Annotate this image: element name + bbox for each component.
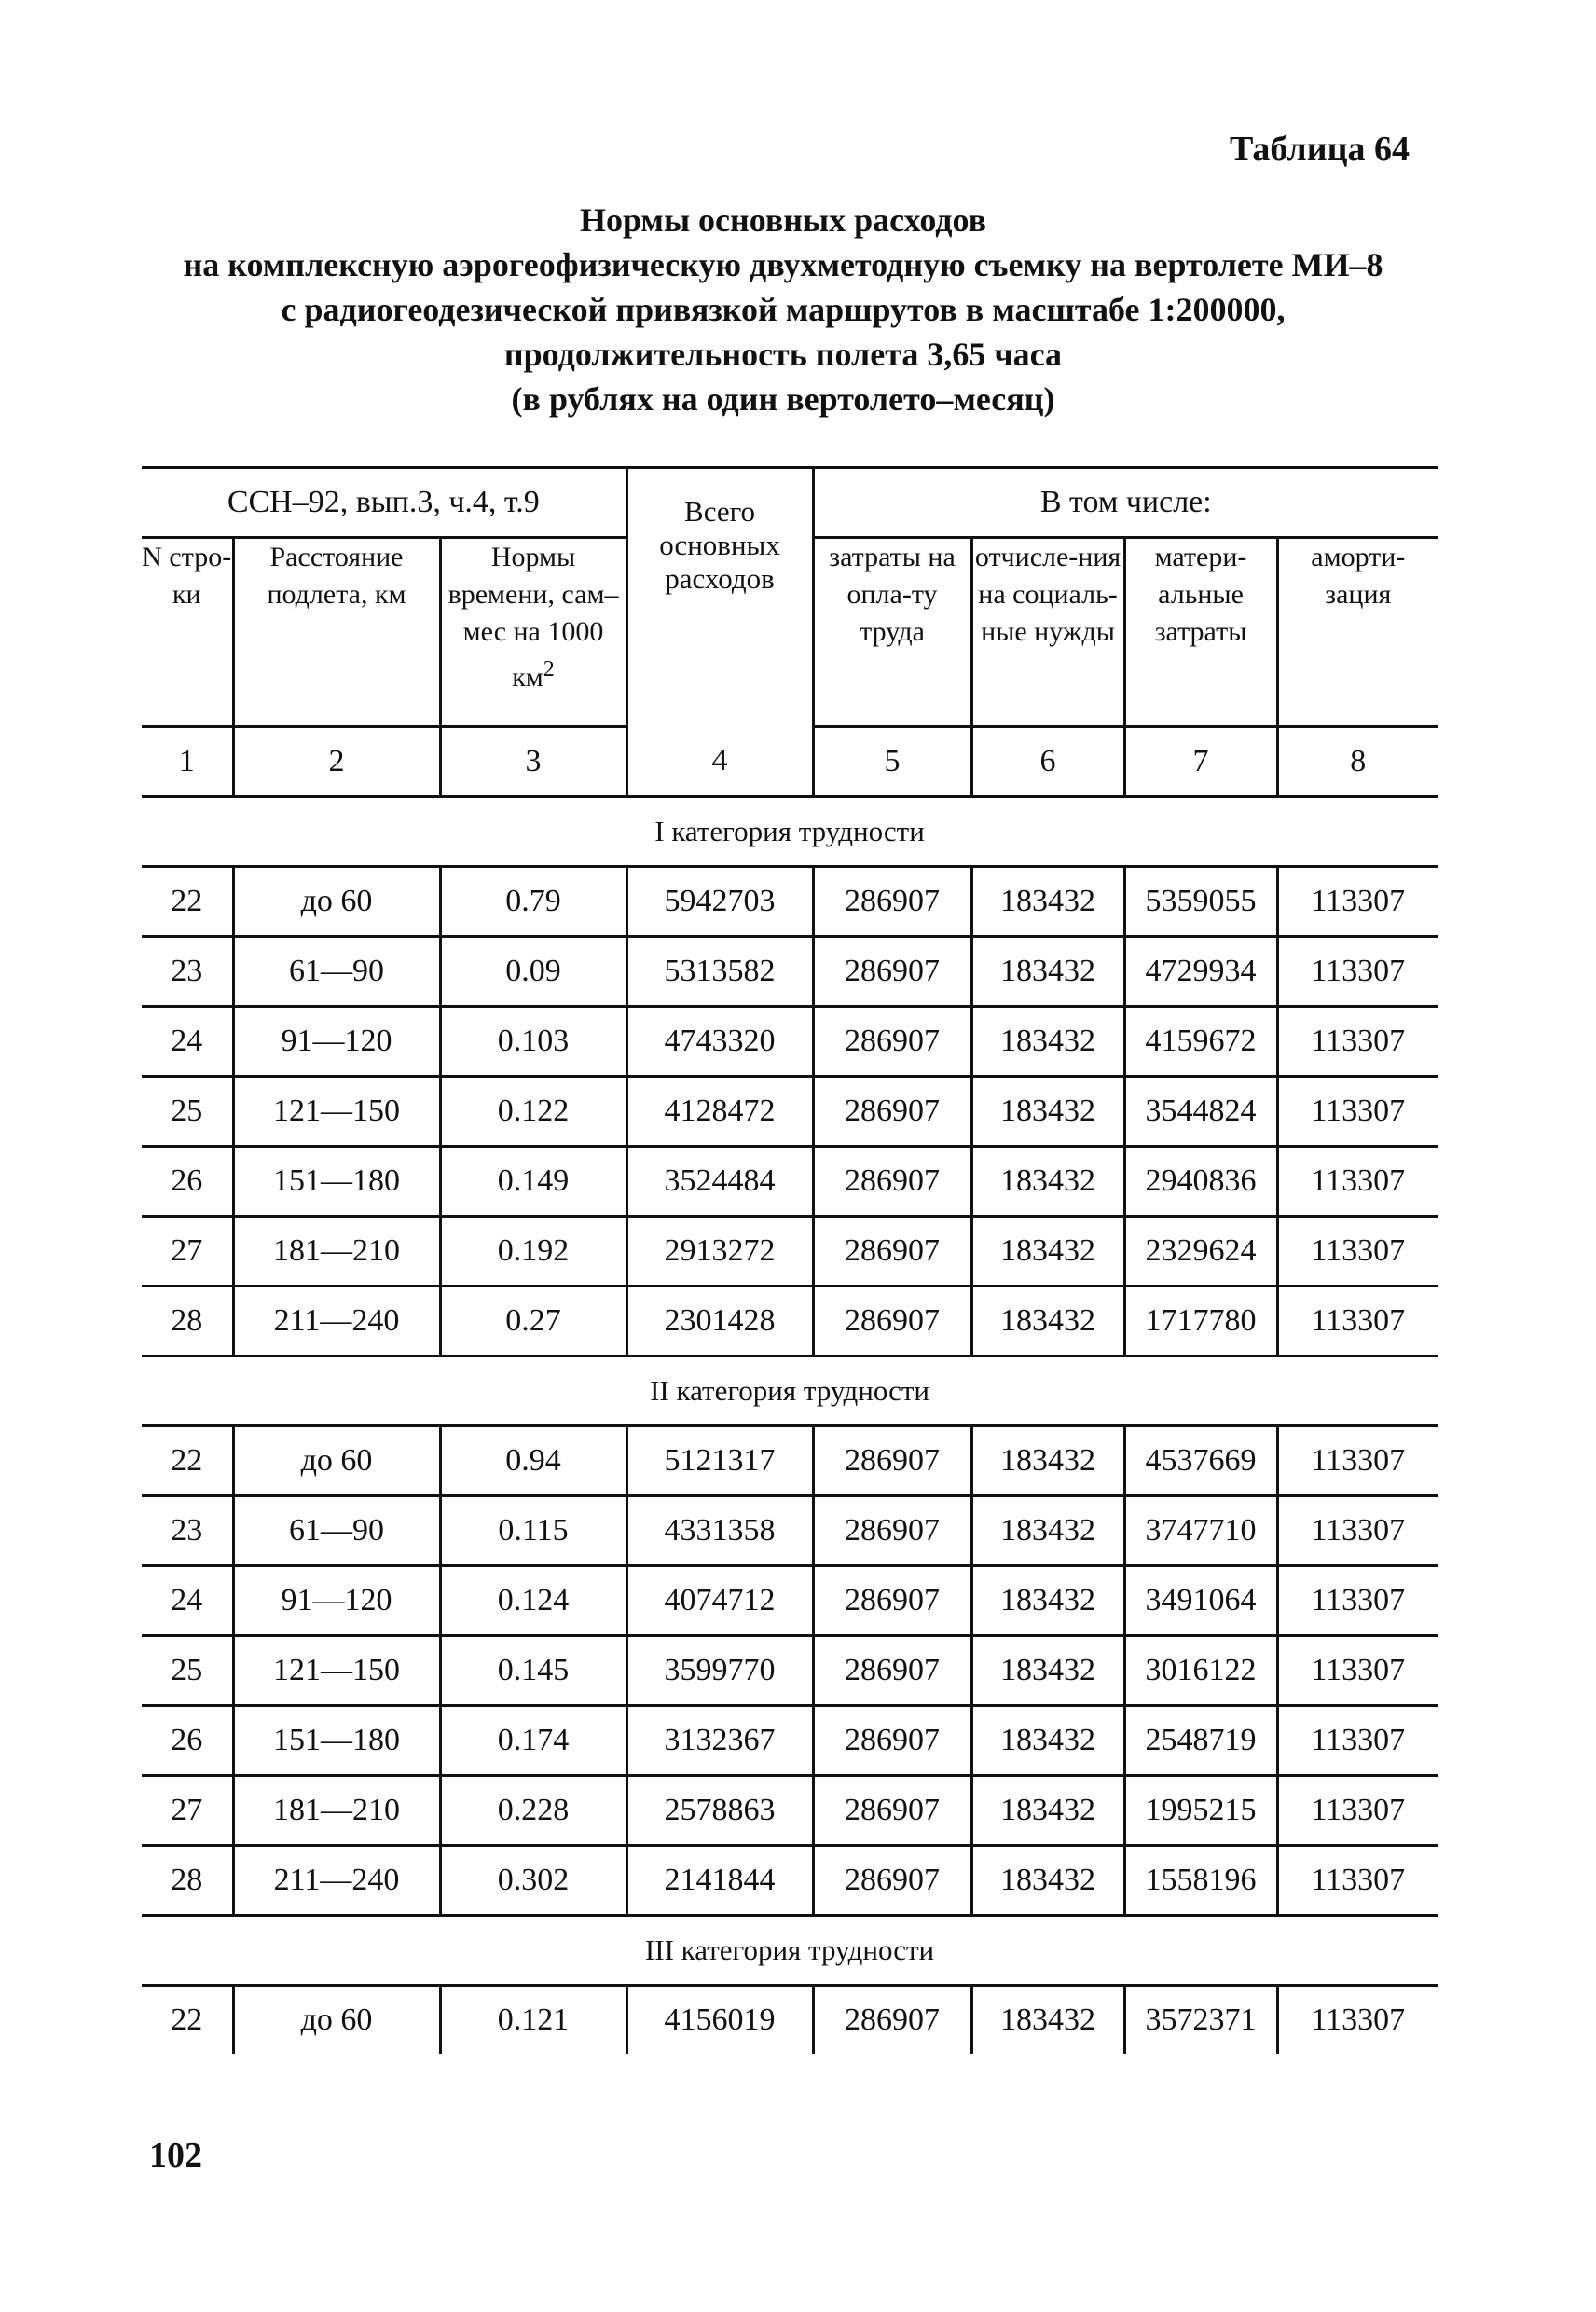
amortization-cell: 113307 [1277, 1426, 1438, 1496]
row-number: 25 [142, 1636, 233, 1706]
social-cell: 183432 [971, 1077, 1124, 1147]
row-number: 28 [142, 1846, 233, 1916]
header-distance: Расстояние подлета, км [233, 538, 440, 727]
column-number: 4 [626, 727, 813, 797]
amortization-cell: 113307 [1277, 1147, 1438, 1217]
labor-cell: 286907 [813, 1636, 971, 1706]
row-number: 24 [142, 1566, 233, 1636]
labor-cell: 286907 [813, 1846, 971, 1916]
distance-cell: 151—180 [233, 1147, 440, 1217]
norm-cell: 0.122 [440, 1077, 626, 1147]
title-line: на комплексную аэрогеофизическую двухметодную съемку на вертолете МИ–8 [183, 246, 1383, 283]
amortization-cell: 113307 [1277, 1077, 1438, 1147]
row-number: 26 [142, 1706, 233, 1776]
row-number: 28 [142, 1287, 233, 1356]
header-norm-text: Нормы времени, сам–мес на 1000 км [447, 542, 619, 693]
distance-cell: до 60 [233, 867, 440, 937]
table-row [142, 1496, 1438, 1566]
norm-cell: 0.103 [440, 1007, 626, 1077]
total-cell: 3132367 [626, 1706, 813, 1776]
material-cell: 1717780 [1124, 1287, 1277, 1356]
distance-cell: 121—150 [233, 1077, 440, 1147]
total-cell: 2913272 [626, 1217, 813, 1287]
norms-table [142, 466, 1438, 2054]
labor-cell: 286907 [813, 1566, 971, 1636]
row-number: 23 [142, 1496, 233, 1566]
material-cell: 4159672 [1124, 1007, 1277, 1077]
column-number: 6 [971, 727, 1124, 797]
material-cell: 3491064 [1124, 1566, 1277, 1636]
total-cell: 4156019 [626, 1986, 813, 2055]
total-cell: 4743320 [626, 1007, 813, 1077]
title-line: с радиогеодезической привязкой маршрутов в масштабе 1:200000, [281, 291, 1286, 328]
social-cell: 183432 [971, 1986, 1124, 2055]
labor-cell: 286907 [813, 1706, 971, 1776]
amortization-cell: 113307 [1277, 937, 1438, 1007]
column-number: 2 [233, 727, 440, 797]
labor-cell: 286907 [813, 1426, 971, 1496]
material-cell: 3572371 [1124, 1986, 1277, 2055]
total-cell: 3599770 [626, 1636, 813, 1706]
table-row [142, 1986, 1438, 2055]
total-cell: 2141844 [626, 1846, 813, 1916]
distance-cell: до 60 [233, 1986, 440, 2055]
table-row [142, 867, 1438, 937]
labor-cell: 286907 [813, 1496, 971, 1566]
material-cell: 2548719 [1124, 1706, 1277, 1776]
norm-cell: 0.121 [440, 1986, 626, 2055]
distance-cell: 211—240 [233, 1287, 440, 1356]
labor-cell: 286907 [813, 1287, 971, 1356]
labor-cell: 286907 [813, 1147, 971, 1217]
labor-cell: 286907 [813, 867, 971, 937]
amortization-cell: 113307 [1277, 1986, 1438, 2055]
amortization-cell: 113307 [1277, 1706, 1438, 1776]
table-row [142, 937, 1438, 1007]
total-cell: 5942703 [626, 867, 813, 937]
total-cell: 4074712 [626, 1566, 813, 1636]
category-label: III категория трудности [142, 1916, 1438, 1986]
norm-cell: 0.149 [440, 1147, 626, 1217]
distance-cell: 211—240 [233, 1846, 440, 1916]
table-body [142, 797, 1438, 2055]
total-cell: 2301428 [626, 1287, 813, 1356]
norm-cell: 0.228 [440, 1776, 626, 1846]
distance-cell: 91—120 [233, 1566, 440, 1636]
total-cell: 4331358 [626, 1496, 813, 1566]
distance-cell: 181—210 [233, 1217, 440, 1287]
table-row [142, 1077, 1438, 1147]
material-cell: 4537669 [1124, 1426, 1277, 1496]
norm-cell: 0.115 [440, 1496, 626, 1566]
norm-cell: 0.145 [440, 1636, 626, 1706]
category-label: II категория трудности [142, 1356, 1438, 1426]
material-cell: 1558196 [1124, 1846, 1277, 1916]
social-cell: 183432 [971, 867, 1124, 937]
header-row-no: N стро-ки [142, 538, 233, 727]
social-cell: 183432 [971, 1706, 1124, 1776]
labor-cell: 286907 [813, 1217, 971, 1287]
social-cell: 183432 [971, 937, 1124, 1007]
table-row [142, 1706, 1438, 1776]
title-line: (в рублях на один вертолето–месяц) [511, 380, 1055, 418]
distance-cell: 181—210 [233, 1776, 440, 1846]
table-title [131, 198, 1436, 421]
norm-cell: 0.192 [440, 1217, 626, 1287]
table-row [142, 1776, 1438, 1846]
title-line: Нормы основных расходов [579, 201, 987, 239]
amortization-cell: 113307 [1277, 1846, 1438, 1916]
title-line: продолжительность полета 3,65 часа [503, 336, 1063, 373]
row-number: 23 [142, 937, 233, 1007]
table-row [142, 1287, 1438, 1356]
labor-cell: 286907 [813, 1986, 971, 2055]
header-norm [440, 538, 626, 727]
column-number: 1 [142, 727, 233, 797]
category-row [142, 1356, 1438, 1426]
table-row [142, 1007, 1438, 1077]
amortization-cell: 113307 [1277, 1007, 1438, 1077]
total-cell: 2578863 [626, 1776, 813, 1846]
category-row [142, 1916, 1438, 1986]
norm-cell: 0.174 [440, 1706, 626, 1776]
table-row [142, 1217, 1438, 1287]
social-cell: 183432 [971, 1846, 1124, 1916]
amortization-cell: 113307 [1277, 867, 1438, 937]
norm-cell: 0.09 [440, 937, 626, 1007]
labor-cell: 286907 [813, 1776, 971, 1846]
labor-cell: 286907 [813, 1007, 971, 1077]
amortization-cell: 113307 [1277, 1287, 1438, 1356]
column-numbers-row [142, 727, 1438, 797]
table-row [142, 1846, 1438, 1916]
row-number: 26 [142, 1147, 233, 1217]
category-row [142, 797, 1438, 867]
header-social: отчисле-ния на социаль-ные нужды [971, 538, 1124, 727]
amortization-cell: 113307 [1277, 1636, 1438, 1706]
norm-cell: 0.302 [440, 1846, 626, 1916]
total-cell: 5313582 [626, 937, 813, 1007]
amortization-cell: 113307 [1277, 1776, 1438, 1846]
material-cell: 2329624 [1124, 1217, 1277, 1287]
social-cell: 183432 [971, 1496, 1124, 1566]
material-cell: 5359055 [1124, 867, 1277, 937]
labor-cell: 286907 [813, 1077, 971, 1147]
norm-cell: 0.94 [440, 1426, 626, 1496]
table-label: Таблица 64 [1229, 130, 1410, 169]
column-number: 7 [1124, 727, 1277, 797]
table-row [142, 1636, 1438, 1706]
total-cell: 3524484 [626, 1147, 813, 1217]
social-cell: 183432 [971, 1217, 1124, 1287]
social-cell: 183432 [971, 1007, 1124, 1077]
column-number: 3 [440, 727, 626, 797]
distance-cell: 121—150 [233, 1636, 440, 1706]
row-number: 25 [142, 1077, 233, 1147]
column-number: 5 [813, 727, 971, 797]
amortization-cell: 113307 [1277, 1217, 1438, 1287]
row-number: 22 [171, 2002, 203, 2037]
material-cell: 1995215 [1124, 1776, 1277, 1846]
header-including: В том числе: [813, 468, 1438, 538]
material-cell: 2940836 [1124, 1147, 1277, 1217]
social-cell: 183432 [971, 1426, 1124, 1496]
row-number: 22 [142, 1426, 233, 1496]
social-cell: 183432 [971, 1287, 1124, 1356]
material-cell: 3747710 [1124, 1496, 1277, 1566]
header-amortization: аморти-зация [1277, 538, 1438, 727]
header-source: ССН–92, вып.3, ч.4, т.9 [142, 468, 626, 538]
norm-cell: 0.79 [440, 867, 626, 937]
distance-cell: до 60 [233, 1426, 440, 1496]
norm-cell: 0.124 [440, 1566, 626, 1636]
column-number: 8 [1277, 727, 1438, 797]
social-cell: 183432 [971, 1147, 1124, 1217]
amortization-cell: 113307 [1277, 1496, 1438, 1566]
distance-cell: 151—180 [233, 1706, 440, 1776]
labor-cell: 286907 [813, 937, 971, 1007]
total-cell: 5121317 [626, 1426, 813, 1496]
material-cell: 3544824 [1124, 1077, 1277, 1147]
social-cell: 183432 [971, 1566, 1124, 1636]
distance-cell: 91—120 [233, 1007, 440, 1077]
total-cell: 4128472 [626, 1077, 813, 1147]
page-number: 102 [149, 2136, 202, 2175]
header-total: Всего основных расходов [626, 468, 813, 727]
row-number: 27 [142, 1776, 233, 1846]
distance-cell: 61—90 [233, 1496, 440, 1566]
norm-cell: 0.27 [440, 1287, 626, 1356]
social-cell: 183432 [971, 1776, 1124, 1846]
header-labor: затраты на опла-ту труда [813, 538, 971, 727]
row-number: 24 [142, 1007, 233, 1077]
distance-cell: 61—90 [233, 937, 440, 1007]
material-cell: 4729934 [1124, 937, 1277, 1007]
row-number: 27 [142, 1217, 233, 1287]
row-number: 22 [142, 867, 233, 937]
header-material: матери-альные затраты [1124, 538, 1277, 727]
table-row [142, 1426, 1438, 1496]
material-cell: 3016122 [1124, 1636, 1277, 1706]
social-cell: 183432 [971, 1636, 1124, 1706]
header-norm-superscript: 2 [543, 657, 555, 681]
category-label: I категория трудности [142, 797, 1438, 867]
table-row [142, 1147, 1438, 1217]
amortization-cell: 113307 [1277, 1566, 1438, 1636]
table-row [142, 1566, 1438, 1636]
